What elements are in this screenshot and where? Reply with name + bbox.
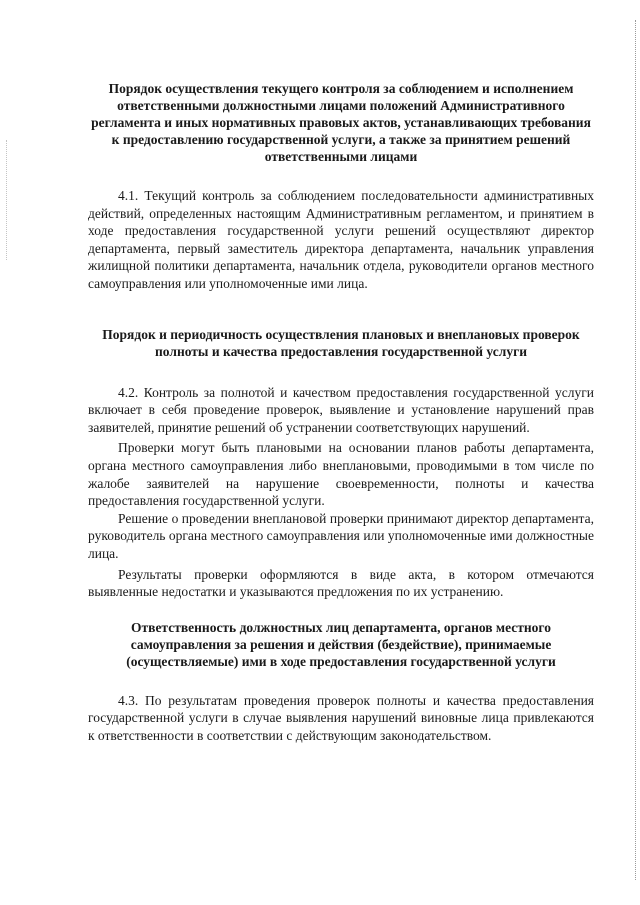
paragraph-4-1: 4.1. Текущий контроль за соблюдением последовательности административных действий, определенных настоящим Административным регламентом, и принятием в ходе предоставления государственной услуги решений осуществляют директор департамента, первый заместитель директора департамента, начальник управления жилищной политики департамента, начальник отдела, руководители органов местного самоуправления или уполномоченные ими лица. [88, 188, 594, 291]
section-heading-inspections: Порядок и периодичность осуществления плановых и внеплановых проверок полноты и качества предоставления государственной услуги [102, 326, 580, 359]
document-body [88, 80, 594, 744]
scan-edge-right [634, 20, 636, 880]
section-heading-current-control: Порядок осуществления текущего контроля за соблюдением и исполнением ответственными должностными лицами положений Административного регламента и иных нормативных правовых актов, устанавливающих требования к предоставлению государственной услуги, а также за принятием решений ответственными лицами [91, 81, 591, 164]
paragraph-4-3: 4.3. По результатам проведения проверок полноты и качества предоставления государственной услуги в случае выявления нарушений виновные лица привлекаются к ответственности в соответствии с действующим законодательством. [88, 692, 594, 743]
section-heading-responsibility: Ответственность должностных лиц департамента, органов местного самоуправления за решения и действия (бездействие), принимаемые (осуществляемые) ими в ходе предоставления государственной услуги [126, 619, 556, 669]
paragraph-inspection-results: Результаты проверки оформляются в виде акта, в котором отмечаются выявленные недостатки и указываются предложения по их устранению. [88, 566, 594, 600]
paragraph-unscheduled-decision: Решение о проведении внеплановой проверки принимают директор департамента, руководитель органа местного самоуправления или уполномоченные ими должностные лица. [88, 510, 594, 561]
paragraph-4-2: 4.2. Контроль за полнотой и качеством предоставления государственной услуги включает в себя проведение проверок, выявление и установление нарушений прав заявителей, принятие решений об устранении соответствующих нарушений. [88, 384, 594, 435]
paragraph-inspection-types: Проверки могут быть плановыми на основании планов работы департамента, органа местного самоуправления либо внеплановыми, проводимыми в том числе по жалобе заявителей на нарушение своевременности, полноты и качества предоставления государственной услуги. [88, 440, 594, 509]
scan-edge-left [6, 140, 8, 260]
